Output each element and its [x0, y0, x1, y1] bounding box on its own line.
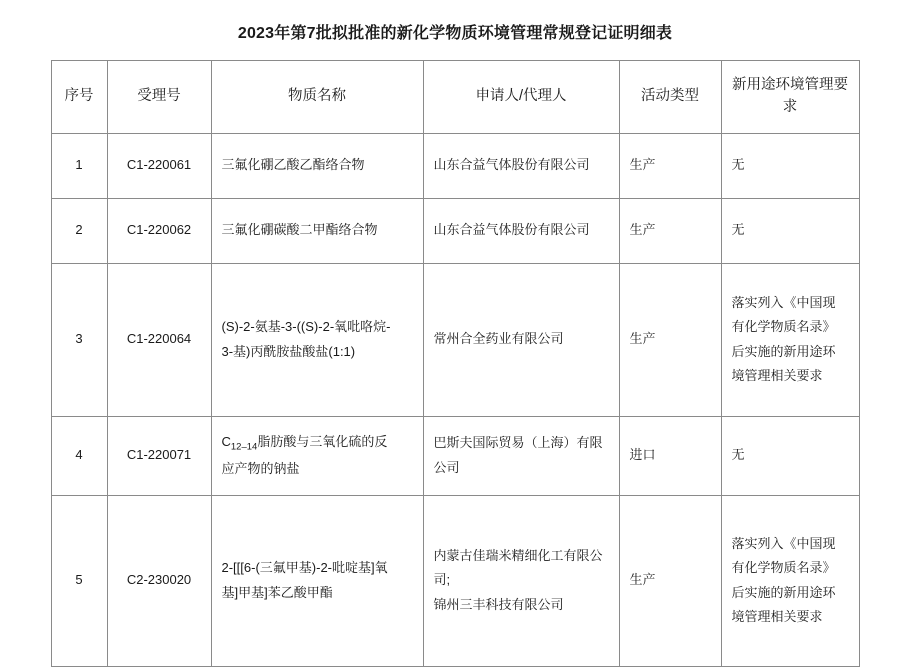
- applicant-line: 巴斯夫国际贸易（上海）有限: [433, 435, 603, 451]
- new-use-line: 无: [731, 222, 745, 238]
- cell-new-use: [721, 198, 859, 263]
- cell-substance: $C_{12-14}$脂肪酸与三氧化硫的反 应产物的钠盐: [211, 416, 423, 495]
- registration-table: [51, 60, 860, 667]
- cell-substance: [211, 495, 423, 666]
- cell-accession: C2-230020: [107, 495, 211, 666]
- new-use-line: 落实列入《中国现: [731, 295, 836, 311]
- substance-line: 三氟化硼乙酸乙酯络合物: [221, 157, 365, 173]
- substance-line: 3-基)丙酰胺盐酸盐(1:1): [221, 343, 356, 359]
- cell-activity: 生产: [619, 198, 721, 263]
- new-use-line: 境管理相关要求: [731, 608, 823, 624]
- cell-activity: 生产: [619, 495, 721, 666]
- cell-applicant: [423, 198, 619, 263]
- new-use-line: 境管理相关要求: [731, 367, 823, 383]
- cell-substance: [211, 133, 423, 198]
- column-header-activity: 活动类型: [619, 61, 721, 134]
- cell-new-use: [721, 263, 859, 416]
- cell-index: 3: [51, 263, 107, 416]
- cell-new-use: [721, 495, 859, 666]
- substance-line: 三氟化硼碳酸二甲酯络合物: [221, 222, 378, 238]
- new-use-line: 无: [731, 157, 745, 173]
- cell-substance: [211, 198, 423, 263]
- applicant-line: 常州合全药业有限公司: [433, 331, 564, 347]
- table-header: [51, 61, 859, 134]
- cell-accession: C1-220061: [107, 133, 211, 198]
- table-row: [51, 133, 859, 198]
- table-row: [51, 416, 859, 495]
- cell-index: 2: [51, 198, 107, 263]
- applicant-line: 锦州三丰科技有限公司: [433, 596, 564, 612]
- cell-applicant: [423, 495, 619, 666]
- applicant-line: 山东合益气体股份有限公司: [433, 157, 590, 173]
- column-header-new-use: 新用途环境管理要求: [721, 61, 859, 134]
- cell-activity: 生产: [619, 133, 721, 198]
- cell-applicant: [423, 263, 619, 416]
- cell-activity: 生产: [619, 263, 721, 416]
- applicant-line: 山东合益气体股份有限公司: [433, 222, 590, 238]
- cell-new-use: [721, 416, 859, 495]
- new-use-line: 后实施的新用途环: [731, 584, 836, 600]
- cell-accession: C1-220062: [107, 198, 211, 263]
- table-header-row: [51, 61, 859, 134]
- cell-accession: C1-220064: [107, 263, 211, 416]
- table-row: [51, 495, 859, 666]
- table-body: [51, 133, 859, 666]
- cell-applicant: [423, 416, 619, 495]
- column-header-applicant: 申请人/代理人: [423, 61, 619, 134]
- applicant-line: 司;: [433, 572, 451, 588]
- cell-substance: [211, 263, 423, 416]
- cell-index: 4: [51, 416, 107, 495]
- new-use-line: 有化学物质名录》: [731, 319, 836, 335]
- cell-applicant: [423, 133, 619, 198]
- substance-line: (S)-2-氨基-3-((S)-2-氧吡咯烷-: [221, 319, 391, 335]
- cell-index: 5: [51, 495, 107, 666]
- page-title: 2023年第7批拟批准的新化学物质环境管理常规登记证明细表: [237, 25, 673, 42]
- new-use-line: 落实列入《中国现: [731, 536, 836, 552]
- substance-line: 基]甲基]苯乙酸甲酯: [221, 584, 333, 600]
- table-row: [51, 263, 859, 416]
- applicant-line: 公司: [433, 459, 460, 475]
- column-header-accession: 受理号: [107, 61, 211, 134]
- applicant-line: 内蒙古佳瑞米精细化工有限公: [433, 548, 603, 564]
- new-use-line: 后实施的新用途环: [731, 343, 836, 359]
- cell-new-use: [721, 133, 859, 198]
- cell-index: 1: [51, 133, 107, 198]
- cell-activity: 进口: [619, 416, 721, 495]
- substance-line: 2-[[[6-(三氟甲基)-2-吡啶基]氧: [221, 560, 388, 576]
- column-header-substance: 物质名称: [211, 61, 423, 134]
- new-use-line: 无: [731, 447, 745, 463]
- column-header-index: 序号: [51, 61, 107, 134]
- table-row: [51, 198, 859, 263]
- new-use-line: 有化学物质名录》: [731, 560, 836, 576]
- cell-accession: C1-220071: [107, 416, 211, 495]
